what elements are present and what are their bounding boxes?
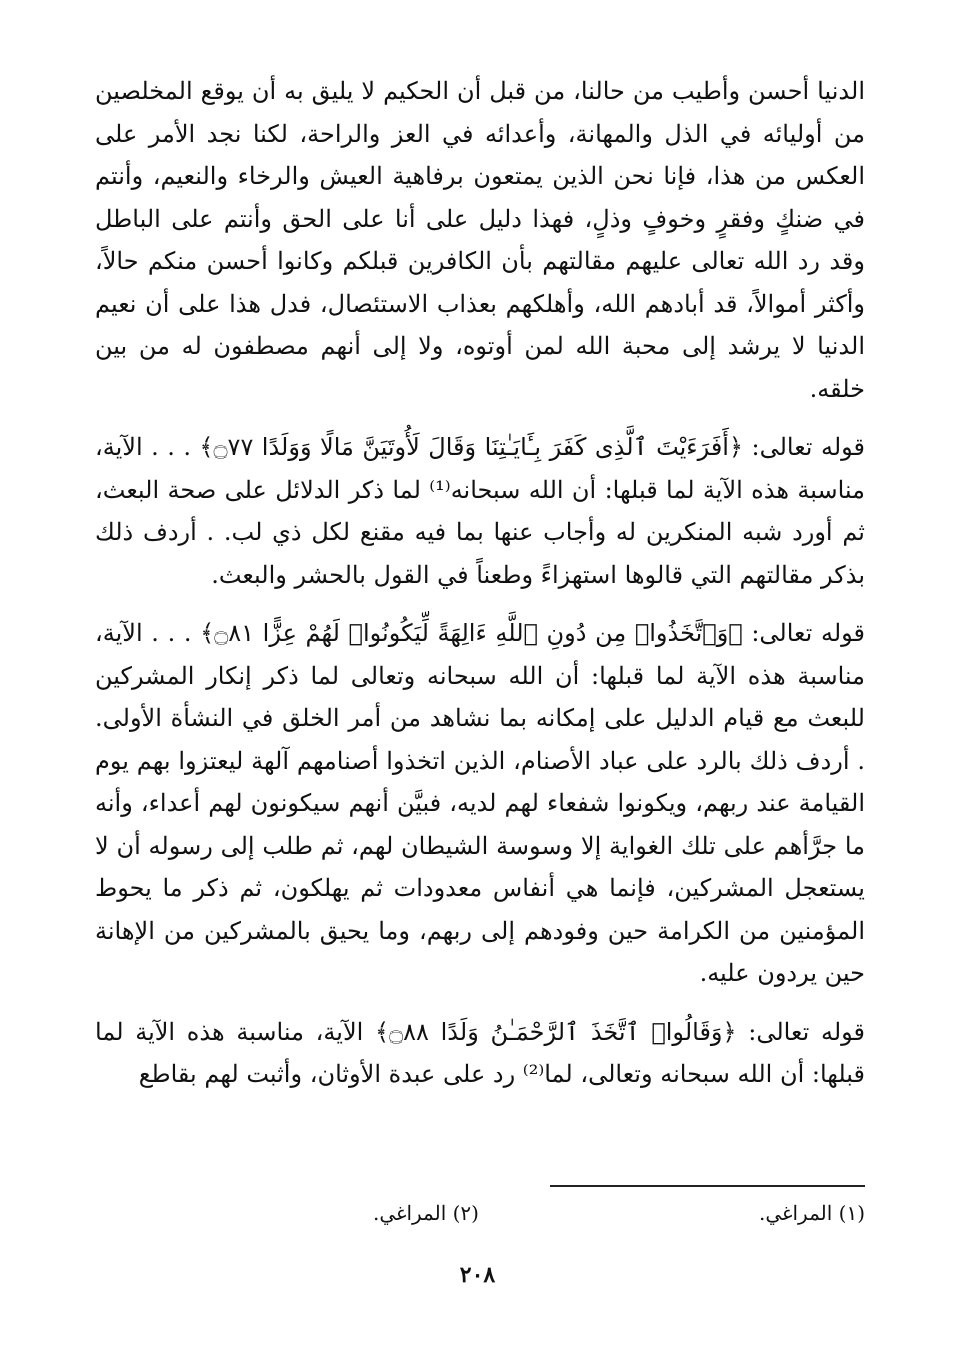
verse-ellipsis: . . . [142,433,200,461]
verse-commentary: الآية، مناسبة هذه الآية لما قبلها: أن الله سبحانه وتعالى لما ذكر إنكار المشركين للبعث مع قيام الدليل على إمكانه بما نشاهد من أمر الخلق في النشأة الأولى. . أردف ذلك بالرد على عباد الأصنام، الذين اتخذوا أصنامهم آلهة ليعتزوا بهم يوم القيامة عند ربهم، ويكونوا شفعاء لهم لديه، فبيَّن أنهم سيكونون لهم أعداء، وأنه ما جرَّأهم على تلك الغواية إلا وسوسة الشيطان لهم، ثم طلب إلى رسوله أن لا يستعجل المشركين، فإنما هي أنفاس معدودات ثم يهلكون، ثم ذكر ما يحوط المؤمنين من الكرامة حين وفودهم إلى ربهم، وما يحيق بالمشركين من الإهانة حين يردون عليه. [95,619,865,987]
footnote-2: (٢) المراغي. [372,1201,479,1225]
paragraph-gap [95,410,865,426]
footnote-separator [550,1185,865,1187]
verse-commentary: الآية، مناسبة هذه الآية لما قبلها: أن الله سبحانه⁽¹⁾ لما ذكر الدلائل على صحة البعث، ثم أورد شبه المنكرين له وأجاب عنها بما فيه مقنع لكل ذي لب. . أردف ذلك بذكر مقالتهم التي قالوها استهزاءً وطعناً في القول بالحشر والبعث. [95,433,865,589]
page-number: ٢٠٨ [459,1262,496,1288]
footnote-1: (١) المراغي. [758,1201,865,1225]
page-body [95,70,865,1096]
verse-intro: قوله تعالى: [743,433,866,461]
verse-ellipsis: . . . [142,619,201,647]
paragraph-verse-88 [95,1011,865,1096]
paragraph-verse-81 [95,612,865,995]
verse-spacer [363,1018,375,1046]
paragraph-verse-77 [95,426,865,596]
paragraph-intro: الدنيا أحسن وأطيب من حالنا، من قبل أن الحكيم لا يليق به أن يوقع المخلصين من أوليائه في الذل والمهانة، وأعدائه في العز والراحة، لكنا نجد الأمر على العكس من هذا، فإنا نحن الذين يمتعون برفاهية العيش والرخاء والنعيم، وأنتم في ضنكٍ وفقرٍ وخوفٍ وذلٍ، فهذا دليل على أنا على الحق وأنتم على الباطل وقد رد الله تعالى عليهم مقالتهم بأن الكافرين قبلكم وكانوا أحسن منكم حالاً، وأكثر أموالاً، قد أبادهم الله، وأهلكهم بعذاب الاستئصال، فدل هذا على أن نعيم الدنيا لا يرشد إلى محبة الله لمن أوتوه، ولا إلى أنهم مصطفون له من بين خلقه. [95,77,865,403]
verse-intro: قوله تعالى: [742,619,865,647]
paragraph-gap [95,596,865,612]
footnotes [300,1198,865,1228]
verse-commentary: الآية، مناسبة هذه الآية لما قبلها: أن الله سبحانه وتعالى، لما⁽²⁾ رد على عبدة الأوثان، وأثبت لهم بقاطع [95,1017,865,1088]
paragraph-gap [95,995,865,1011]
quran-verse: ﴿وَٱتَّخَذُوا۟ مِن دُونِ ٱللَّهِ ءَالِهَةً لِّيَكُونُوا۟ لَهُمْ عِزًّا ۝٨١﴾ [200,619,743,647]
verse-intro: قوله تعالى: [736,1017,865,1046]
quran-verse: ﴿وَقَالُوا۟ ٱتَّخَذَ ٱلرَّحْمَـٰنُ وَلَدًا ۝٨٨﴾ [375,1017,737,1046]
quran-verse: ﴿أَفَرَءَيْتَ ٱلَّذِى كَفَرَ بِـَٔايَـٰتِنَا وَقَالَ لَأُوتَيَنَّ مَالًا وَوَلَدًا ۝٧٧﴾ [199,433,744,461]
